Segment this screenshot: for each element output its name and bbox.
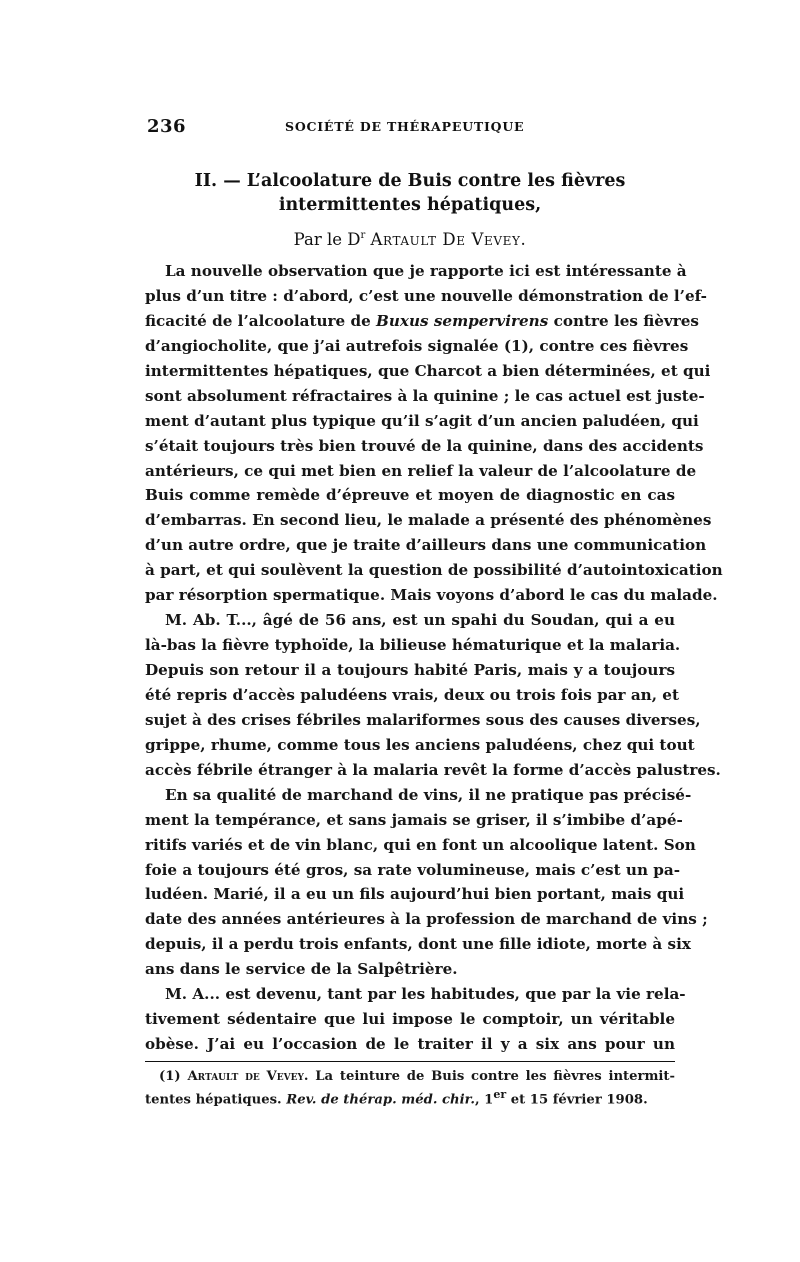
body-line: La nouvelle observation que je rapporte ici est intéressante à	[165, 262, 687, 280]
footnote	[145, 1068, 675, 1109]
article-body	[145, 259, 723, 1057]
body-line: par résorption spermatique. Mais voyons d’abord le cas du malade.	[145, 586, 718, 605]
body-line: ficacité de l’alcoolature de Buxus sempervirens contre les fièvres	[145, 311, 699, 330]
article-heading	[140, 169, 680, 253]
body-line: d’un autre ordre, que je traite d’ailleurs dans une communication	[145, 536, 707, 555]
author-prefix: Par le D	[293, 230, 361, 249]
running-head	[147, 116, 675, 140]
article-title-line-1: II. — L’alcoolature de Buis contre les fièvres	[194, 171, 626, 191]
body-line: antérieurs, ce qui met bien en relief la valeur de l’alcoolature de	[145, 461, 697, 480]
footnote-text-2b: , 1	[474, 1092, 494, 1108]
body-line: s’était toujours très bien trouvé de la quinine, dans des accidents	[145, 436, 704, 455]
body-line: tivement sédentaire que lui impose le comptoir, un véritable	[145, 1010, 675, 1029]
body-line: M. A... est devenu, tant par les habitudes, que par la vie rela-	[165, 985, 686, 1004]
author-name: Artault De Vevey.	[370, 230, 527, 249]
footnote-rule	[145, 1061, 675, 1062]
body-line: Depuis son retour il a toujours habité Paris, mais y a toujours	[145, 661, 675, 679]
body-line: à part, et qui soulèvent la question de possibilité d’autointoxication	[145, 561, 723, 580]
body-line: ritifs variés et de vin blanc, qui en font un alcoolique latent. Son	[145, 835, 696, 854]
body-line: sujet à des crises fébriles malariformes sous des causes diverses,	[145, 710, 701, 729]
body-line: là-bas la fièvre typhoïde, la bilieuse hématurique et la malaria.	[145, 636, 681, 655]
footnote-line-2	[145, 1086, 675, 1109]
article-title-line-2: intermittentes hépatiques,	[278, 195, 542, 215]
species-name: Buxus sempervirens	[376, 311, 549, 330]
page-number: 236	[147, 116, 187, 137]
body-line: ment la tempérance, et sans jamais se griser, il s’imbibe d’apé-	[145, 810, 683, 829]
body-line: ment d’autant plus typique qu’il s’agit d’un ancien paludéen, qui	[145, 411, 699, 430]
footnote-text-2a: tentes hépatiques.	[145, 1092, 282, 1108]
body-line: accès fébrile étranger à la malaria revêt la forme d’accès palustres.	[145, 760, 721, 779]
author-prefix-sup: r	[360, 230, 366, 241]
footnote-marker: (1)	[159, 1069, 181, 1084]
article-author	[140, 223, 680, 253]
body-line: Buis comme remède d’épreuve et moyen de diagnostic en cas	[145, 486, 675, 505]
body-line: grippe, rhume, comme tous les anciens paludéens, chez qui tout	[145, 735, 695, 754]
body-line: obèse. J’ai eu l’occasion de le traiter il y a six ans pour un	[145, 1035, 675, 1054]
body-line: d’angiocholite, que j’ai autrefois signalée (1), contre ces fièvres	[145, 336, 689, 355]
footnote-text-2c: et 15 février 1908.	[506, 1092, 648, 1108]
footnote-author: Artault de Vevey.	[187, 1069, 309, 1084]
footnote-text-1: La teinture de Buis contre les fièvres intermit-	[315, 1069, 675, 1084]
body-line: été repris d’accès paludéens vrais, deux ou trois fois par an, et	[145, 685, 679, 704]
footnote-sup: er	[493, 1088, 507, 1101]
body-line: ans dans le service de la Salpêtrière.	[145, 960, 458, 979]
body-line: date des années antérieures à la profession de marchand de vins ;	[145, 910, 708, 929]
body-line: sont absolument réfractaires à la quinine ; le cas actuel est juste-	[145, 386, 705, 405]
body-line: depuis, il a perdu trois enfants, dont une fille idiote, morte à six	[145, 935, 691, 954]
body-line: foie a toujours été gros, sa rate volumineuse, mais c’est un pa-	[145, 860, 681, 879]
body-line: d’embarras. En second lieu, le malade a présenté des phénomènes	[145, 511, 712, 530]
body-line: plus d’un titre : d’abord, c’est une nouvelle démonstration de l’ef-	[145, 286, 707, 305]
body-line: ludéen. Marié, il a eu un fils aujourd’hui bien portant, mais qui	[145, 885, 685, 904]
body-line: intermittentes hépatiques, que Charcot a bien déterminées, et qui	[145, 361, 711, 380]
footnote-journal: Rev. de thérap. méd. chir.	[286, 1092, 475, 1108]
footnote-line-1	[145, 1068, 675, 1086]
body-line: En sa qualité de marchand de vins, il ne pratique pas précisé-	[165, 785, 692, 804]
journal-title: SOCIÉTÉ DE THÉRAPEUTIQUE	[285, 119, 525, 134]
body-line: M. Ab. T..., âgé de 56 ans, est un spahi du Soudan, qui a eu	[165, 611, 675, 630]
